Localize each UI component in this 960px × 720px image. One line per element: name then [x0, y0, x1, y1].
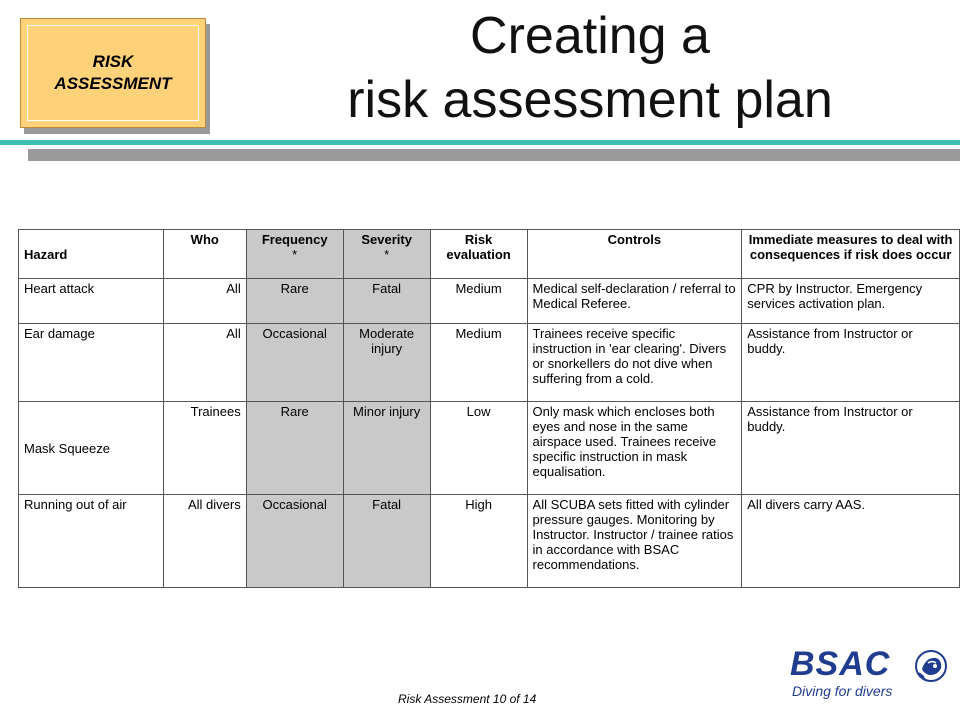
table-row — [19, 324, 960, 402]
header-frequency — [246, 230, 343, 279]
header-hazard: Hazard — [19, 230, 164, 279]
cell-who: All — [163, 324, 246, 402]
cell-severity: Moderate injury — [343, 324, 430, 402]
cell-risk: Medium — [430, 279, 527, 324]
slide-footer: Risk Assessment 10 of 14 — [398, 692, 537, 706]
cell-controls: All SCUBA sets fitted with cylinder pressure gauges. Monitoring by Instructor. Instructor / trainee ratios in accordance with BSAC recommendations. — [527, 495, 742, 588]
header-severity — [343, 230, 430, 279]
cell-frequency: Occasional — [246, 324, 343, 402]
cell-controls: Only mask which encloses both eyes and nose in the same airspace used. Trainees receive specific instruction in mask equalisation. — [527, 402, 742, 495]
title-rule-teal — [0, 140, 960, 145]
cell-frequency: Rare — [246, 279, 343, 324]
page-title — [240, 4, 940, 132]
header-frequency-mark: * — [292, 247, 298, 262]
header-immediate-measures: Immediate measures to deal with consequences if risk does occur — [742, 230, 960, 279]
header-controls: Controls — [527, 230, 742, 279]
cell-immediate: Assistance from Instructor or buddy. — [742, 324, 960, 402]
cell-immediate: All divers carry AAS. — [742, 495, 960, 588]
cell-risk: Medium — [430, 324, 527, 402]
cell-severity: Minor injury — [343, 402, 430, 495]
table-row — [19, 402, 960, 495]
cell-hazard: Heart attack — [19, 279, 164, 324]
cell-hazard: Running out of air — [19, 495, 164, 588]
cell-who: All — [163, 279, 246, 324]
risk-assessment-table — [18, 229, 960, 588]
cell-immediate: CPR by Instructor. Emergency services activation plan. — [742, 279, 960, 324]
cell-who: All divers — [163, 495, 246, 588]
bsac-logo — [790, 645, 940, 700]
table-row — [19, 495, 960, 588]
logo-wordmark: BSAC — [790, 645, 891, 683]
header-frequency-label: Frequency — [261, 232, 328, 247]
cell-immediate: Assistance from Instructor or buddy. — [742, 402, 960, 495]
header-severity-label: Severity — [361, 232, 412, 247]
diver-head-icon — [914, 649, 948, 683]
section-badge — [20, 18, 206, 128]
title-line1: Creating a — [470, 7, 710, 65]
logo-tagline: Diving for divers — [792, 683, 893, 699]
cell-severity: Fatal — [343, 495, 430, 588]
cell-risk: High — [430, 495, 527, 588]
title-line2: risk assessment plan — [347, 71, 833, 129]
header-risk-evaluation: Risk evaluation — [430, 230, 527, 279]
badge-line1: RISK — [92, 52, 134, 71]
cell-controls: Trainees receive specific instruction in 'ear clearing'. Divers or snorkellers do not dive when suffering from a cold. — [527, 324, 742, 402]
table-row — [19, 279, 960, 324]
badge-line2: ASSESSMENT — [54, 74, 172, 93]
header-severity-mark: * — [384, 247, 390, 262]
badge-label — [54, 51, 171, 95]
cell-who: Trainees — [163, 402, 246, 495]
cell-frequency: Rare — [246, 402, 343, 495]
cell-hazard: Ear damage — [19, 324, 164, 402]
cell-hazard: Mask Squeeze — [19, 402, 164, 495]
cell-risk: Low — [430, 402, 527, 495]
cell-controls: Medical self-declaration / referral to Medical Referee. — [527, 279, 742, 324]
title-rule-grey — [28, 149, 960, 161]
header-who: Who — [163, 230, 246, 279]
cell-frequency: Occasional — [246, 495, 343, 588]
table-header-row — [19, 230, 960, 279]
cell-severity: Fatal — [343, 279, 430, 324]
